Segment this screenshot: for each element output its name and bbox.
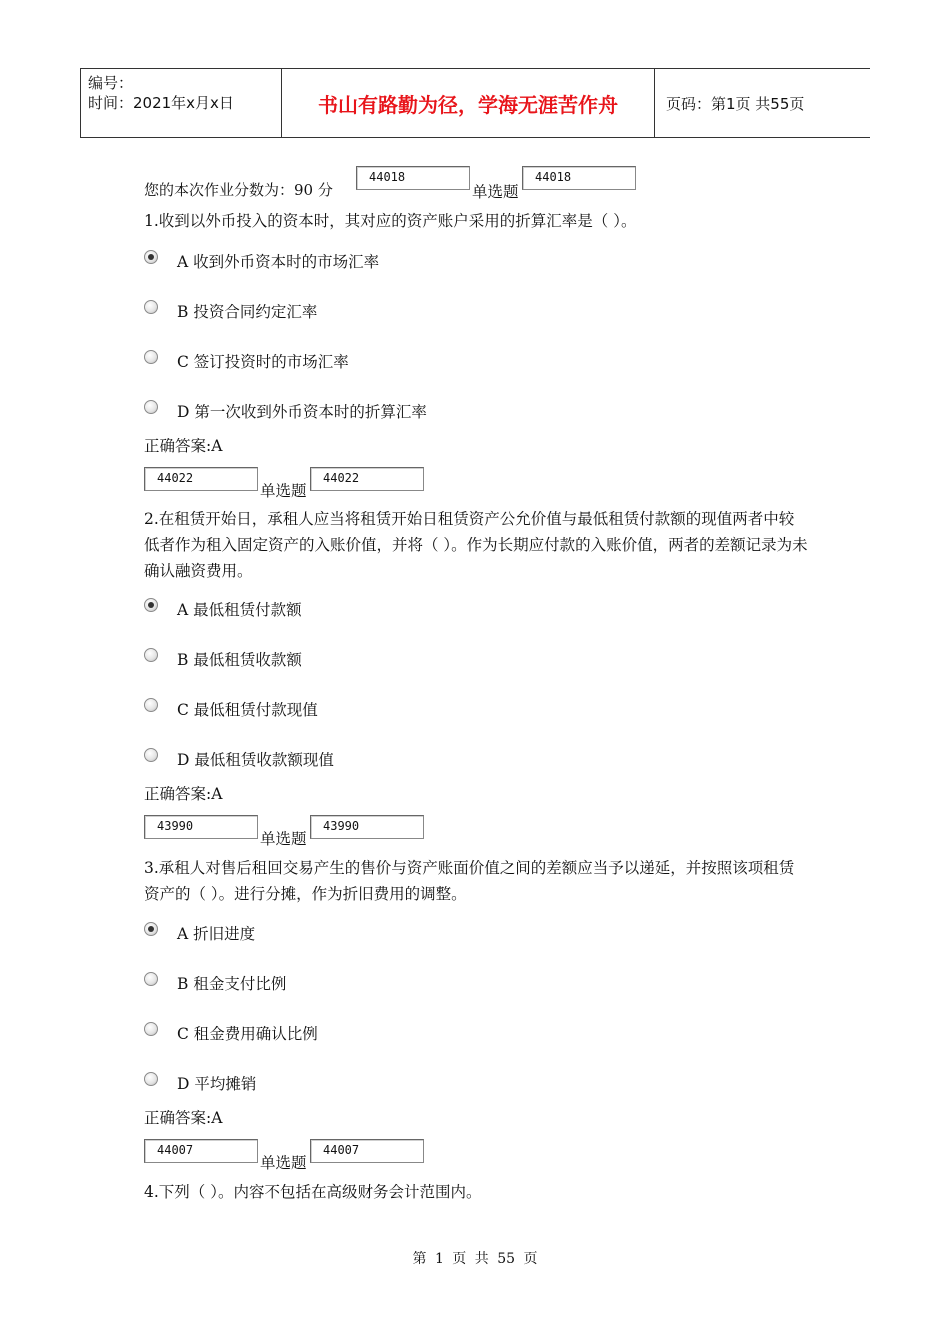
option-label: A 收到外币资本时的市场汇率 (177, 253, 380, 271)
page-footer: 第 1 页 共 55 页 (412, 1251, 538, 1267)
header-meta (88, 73, 234, 113)
radio-icon[interactable] (144, 648, 158, 662)
header-divider (80, 69, 81, 137)
radio-icon[interactable] (144, 1022, 158, 1036)
radio-icon[interactable] (144, 972, 158, 986)
question-id-box[interactable]: 44007 (144, 1139, 258, 1163)
question-type-label: 单选题 (260, 482, 307, 500)
question-text: 4.下列（ ）。内容不包括在高级财务会计范围内。 (144, 1183, 482, 1201)
option-label: B 租金支付比例 (177, 975, 287, 993)
option-label: B 投资合同约定汇率 (177, 303, 318, 321)
option-label: D 最低租赁收款额现值 (177, 751, 334, 769)
option-label: C 签订投资时的市场汇率 (177, 353, 349, 371)
time-label: 时间：2021年x月x日 (88, 94, 234, 112)
question-id-box[interactable]: 44022 (310, 467, 424, 491)
radio-selected-icon[interactable] (144, 250, 158, 264)
score-text: 您的本次作业分数为：90 分 (144, 181, 333, 199)
question-text: 3.承租人对售后租回交易产生的售价与资产账面价值之间的差额应当予以递延，并按照该项租赁资产的（ ）。进行分摊，作为折旧费用的调整。 (144, 859, 795, 903)
header-divider (654, 69, 655, 137)
option-label: A 最低租赁付款额 (177, 601, 302, 619)
option-label: D 第一次收到外币资本时的折算汇率 (177, 403, 427, 421)
page-header (80, 68, 870, 138)
option-label: A 折旧进度 (177, 925, 256, 943)
radio-icon[interactable] (144, 698, 158, 712)
question-type-label: 单选题 (260, 830, 307, 848)
question-id-box[interactable]: 44018 (522, 166, 636, 190)
number-label: 编号： (88, 74, 134, 92)
option-label: C 最低租赁付款现值 (177, 701, 318, 719)
correct-answer: 正确答案:A (144, 437, 223, 455)
option-label: D 平均摊销 (177, 1075, 257, 1093)
radio-icon[interactable] (144, 748, 158, 762)
radio-icon[interactable] (144, 300, 158, 314)
question-id-box[interactable]: 44022 (144, 467, 258, 491)
correct-answer: 正确答案:A (144, 785, 223, 803)
option-label: C 租金费用确认比例 (177, 1025, 318, 1043)
option-label: B 最低租赁收款额 (177, 651, 302, 669)
radio-icon[interactable] (144, 350, 158, 364)
radio-selected-icon[interactable] (144, 598, 158, 612)
question-text: 2.在租赁开始日，承租人应当将租赁开始日租赁资产公允价值与最低租赁付款额的现值两者中较低者作为租入固定资产的入账价值，并将（ ）。作为长期应付款的入账价值，两者的差额记录为未确认融资费用。 (144, 510, 808, 580)
question-type-label: 单选题 (472, 183, 519, 201)
question-id-box[interactable]: 43990 (144, 815, 258, 839)
radio-selected-icon[interactable] (144, 922, 158, 936)
question-id-box[interactable]: 43990 (310, 815, 424, 839)
header-motto: 书山有路勤为径，学海无涯苦作舟 (318, 93, 618, 117)
radio-icon[interactable] (144, 400, 158, 414)
correct-answer: 正确答案:A (144, 1109, 223, 1127)
radio-icon[interactable] (144, 1072, 158, 1086)
question-id-box[interactable]: 44007 (310, 1139, 424, 1163)
header-page-info: 页码：第1页 共55页 (666, 95, 805, 113)
question-id-box[interactable]: 44018 (356, 166, 470, 190)
question-text: 1.收到以外币投入的资本时，其对应的资产账户采用的折算汇率是（ ）。 (144, 212, 637, 230)
question-type-label: 单选题 (260, 1154, 307, 1172)
